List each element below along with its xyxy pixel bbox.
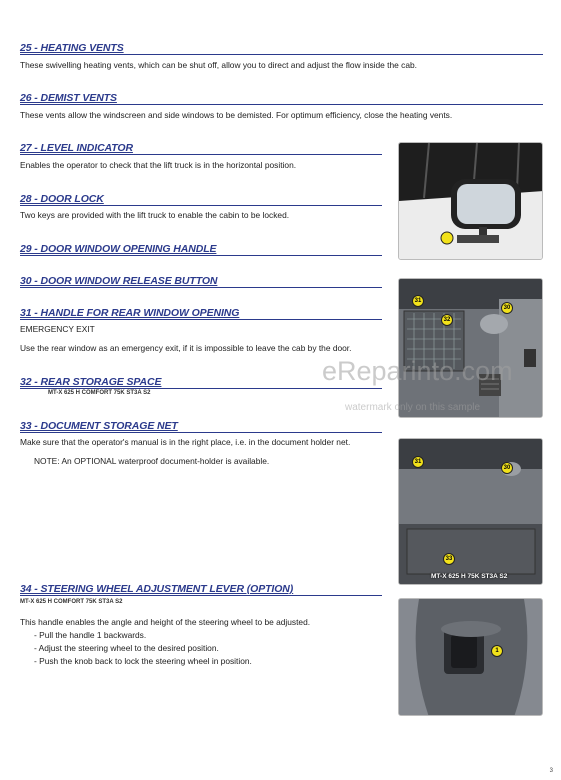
heading-34: 34 - STEERING WHEEL ADJUSTMENT LEVER (OPTION) [20,583,294,595]
subheading-emergency-exit: EMERGENCY EXIT [20,324,95,334]
callout-33: 33 [443,553,455,565]
watermark-main: eReparinto.com [322,356,513,386]
text-31: Use the rear window as an emergency exit, if it is impossible to leave the cab by the door. [20,343,352,353]
heading-29: 29 - DOOR WINDOW OPENING HANDLE [20,243,217,255]
text-26: These vents allow the windscreen and side windows to be demisted. For optimum efficiency, close the heating vents. [20,110,453,120]
photo-level-indicator [398,142,543,260]
page-number: 3 [549,768,553,774]
rule-27 [20,154,382,155]
watermark-sub: watermark only on this sample [345,402,481,413]
rule-25 [20,54,543,55]
photo-document-storage [398,438,543,585]
steering-column-illustration [399,599,543,716]
rule-30 [20,287,382,288]
text-33: Make sure that the operator's manual is in the right place, i.e. in the document holder net. [20,437,351,447]
rule-29 [20,255,382,256]
text-28: Two keys are provided with the lift truck to enable the cabin to be locked. [20,210,290,220]
heading-27: 27 - LEVEL INDICATOR [20,142,133,154]
heading-25: 25 - HEATING VENTS [20,42,124,54]
rule-34 [20,595,382,596]
rule-28 [20,205,382,206]
photo-steering-lever [398,598,543,716]
step-1: - Pull the handle 1 backwards. [34,630,147,640]
heading-30: 30 - DOOR WINDOW RELEASE BUTTON [20,275,218,287]
note-33: NOTE: An OPTIONAL waterproof document-holder is available. [34,456,270,466]
heading-31: 31 - HANDLE FOR REAR WINDOW OPENING [20,307,240,319]
rule-31 [20,319,382,320]
step-2: - Adjust the steering wheel to the desired position. [34,643,219,653]
photo-rear-storage [398,278,543,418]
heading-33: 33 - DOCUMENT STORAGE NET [20,420,178,432]
mirror-illustration [399,143,543,260]
callout-30: 30 [501,302,513,314]
heading-32: 32 - REAR STORAGE SPACE [20,376,162,388]
rule-33 [20,432,382,433]
step-3: - Push the knob back to lock the steering wheel in position. [34,656,252,666]
callout-1: 1 [491,645,503,657]
rule-32 [20,388,382,389]
callout-30-b: 30 [501,462,513,474]
model-tag-34: MT-X 625 H COMFORT 75K ST3A S2 [20,599,123,605]
photo-model-tag: MT-X 625 H 75K ST3A S2 [431,573,508,580]
text-25: These swivelling heating vents, which can be shut off, allow you to direct and adjust the flow inside the cab. [20,60,417,70]
heading-26: 26 - DEMIST VENTS [20,92,117,104]
model-tag-32: MT-X 625 H COMFORT 75K ST3A S2 [48,390,151,396]
text-34: This handle enables the angle and height of the steering wheel to be adjusted. [20,617,311,627]
rule-26 [20,104,543,105]
heading-28: 28 - DOOR LOCK [20,193,104,205]
text-27: Enables the operator to check that the lift truck is in the horizontal position. [20,160,297,170]
callout-31-b: 31 [412,456,424,468]
callout-32: 32 [441,314,453,326]
callout-31: 31 [412,295,424,307]
